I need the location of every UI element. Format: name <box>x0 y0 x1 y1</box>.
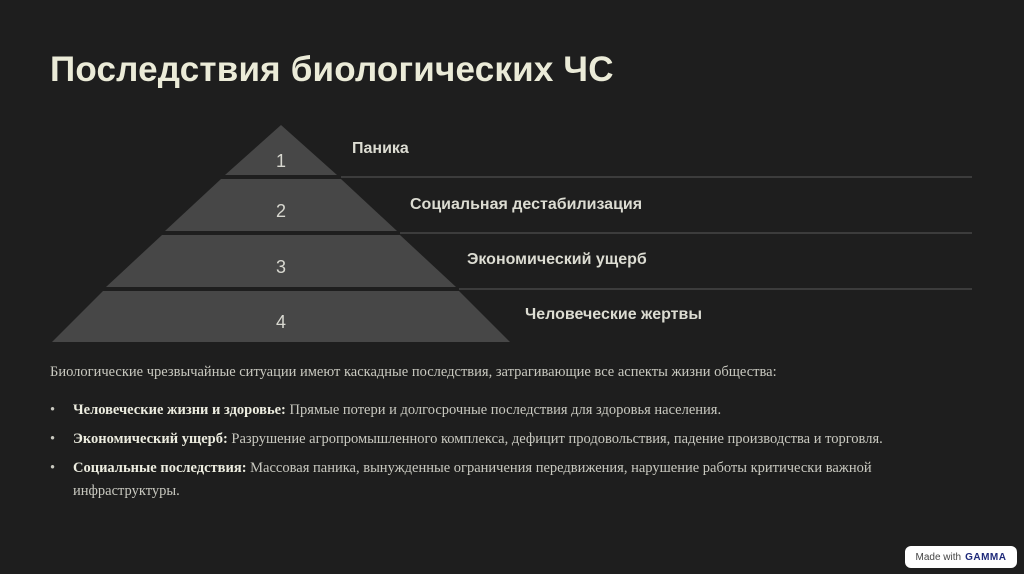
pyramid-tier-3-number: 3 <box>275 257 287 277</box>
list-item-heading: Человеческие жизни и здоровье: <box>73 402 286 418</box>
made-with-gamma-badge[interactable] <box>905 546 1017 568</box>
intro-text: Биологические чрезвычайные ситуации имеют каскадные последствия, затрагивающие все аспекты жизни общества: <box>50 364 777 380</box>
level-label-social-destabilization: Социальная дестабилизация <box>410 196 643 213</box>
level-label-panic: Паника <box>352 140 409 157</box>
pyramid-tier-1-number: 1 <box>275 151 287 171</box>
level-label-economic-damage: Экономический ущерб <box>467 251 647 268</box>
list-item-heading: Экономический ущерб: <box>73 431 228 447</box>
bullet-marker: • <box>50 460 56 476</box>
consequences-list <box>50 399 950 509</box>
pyramid-tier-4-number: 4 <box>275 312 287 332</box>
page-title: Последствия биологических ЧС <box>50 50 614 89</box>
bullet-marker: • <box>50 431 56 447</box>
list-item <box>50 399 950 422</box>
gamma-logo: GAMMA <box>965 551 1007 563</box>
list-item <box>50 428 950 451</box>
list-item-text: Массовая паника, вынужденные ограничения передвижения, нарушение работы критически важной инфраструктуры. <box>73 460 872 499</box>
badge-prefix: Made with <box>915 551 962 563</box>
bullet-marker: • <box>50 402 56 418</box>
list-item-text: Разрушение агропромышленного комплекса, дефицит продовольствия, падение производства и торговля. <box>227 431 883 447</box>
level-label-human-casualties: Человеческие жертвы <box>525 306 702 323</box>
list-item <box>50 457 950 503</box>
pyramid-tier-2-number: 2 <box>275 201 287 221</box>
list-item-heading: Социальные последствия: <box>73 460 247 476</box>
list-item-text: Прямые потери и долгосрочные последствия для здоровья населения. <box>285 402 722 418</box>
